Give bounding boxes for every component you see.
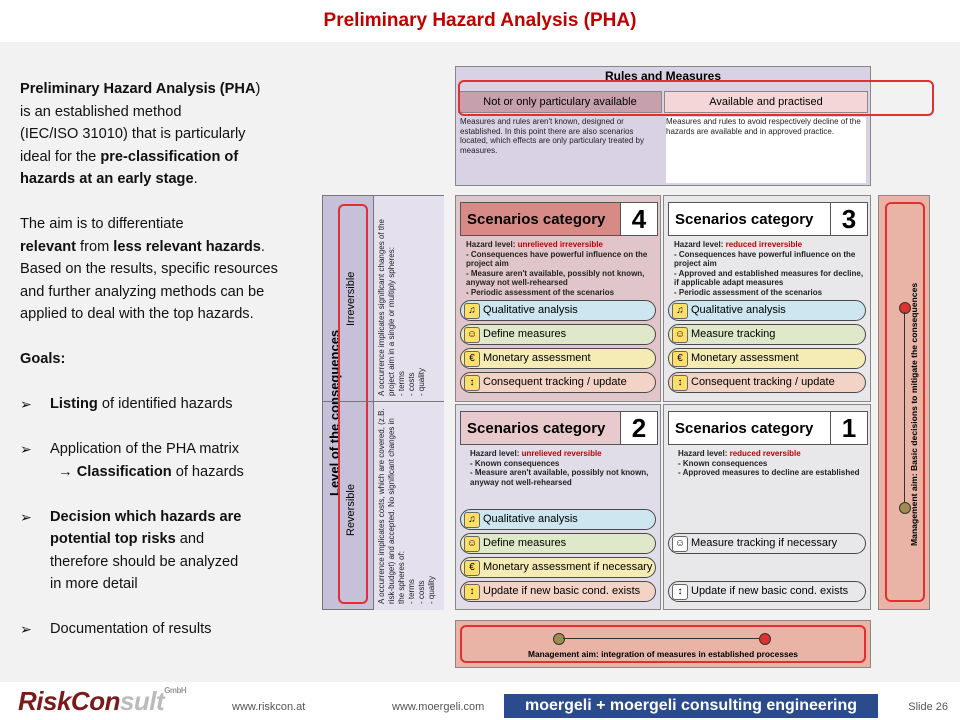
pill-tracking: ↕ Consequent tracking / update	[460, 372, 656, 393]
quadrant-category-4: Scenarios category 4 Hazard level: unrelieved irreversible - Consequences have powerful influence on the project aim - Measure aren't available, possibly not known, anyway not well-rehearsed - Periodic assessment of the scenarios ♫ Qualitative analysis ☺ Define measures € Monetary assessment ↕ Consequent tracking / update	[455, 195, 661, 402]
goal-item: ➢ Application of the PHA matrix	[20, 441, 239, 457]
euro-icon: €	[672, 351, 688, 367]
updown-arrow-icon: ↕	[464, 584, 480, 600]
pill-monetary-assessment: € Monetary assessment if necessary	[460, 557, 656, 578]
marker-olive-dot	[553, 633, 565, 645]
updown-arrow-icon: ↕	[672, 584, 688, 600]
highlight-frame	[338, 204, 368, 604]
euro-icon: €	[464, 351, 480, 367]
scenario-header: Scenarios category 4	[460, 202, 658, 236]
updown-arrow-icon: ↕	[672, 375, 688, 391]
smile-icon: ☺	[464, 536, 480, 552]
highlight-frame	[458, 80, 934, 116]
goal-item: ➢ Decision which hazards are	[20, 508, 242, 525]
pill-monetary-assessment: € Monetary assessment	[460, 348, 656, 369]
link-moergeli[interactable]: www.moergeli.com	[392, 701, 485, 713]
rules-and-measures-header: Rules and Measures Not or only particulary available Available and practised Measures and rules aren't known, designed or established. In this point there are also scenarios located, which effects are only particulary treated by measures. Measures and rules to avoid respectively decline of the hazards are available and in approved practice.	[455, 66, 871, 186]
marker-red-dot	[759, 633, 771, 645]
pill-measure-tracking: ☺ Measure tracking	[668, 324, 866, 345]
pill-define-measures: ☺ Define measures	[460, 533, 656, 554]
pill-qualitative-analysis: ♫ Qualitative analysis	[668, 300, 866, 321]
goal-item: ➢ Documentation of results	[20, 621, 212, 637]
quadrant-category-2: Scenarios category 2 Hazard level: unrelieved reversible - Known consequences - Measure aren't available, possibly not known, anyway not well-rehearsed ♫ Qualitative analysis ☺ Define measures € Monetary assessment if necessary ↕ Update if new basic cond. exists	[455, 404, 661, 610]
pill-monetary-assessment: € Monetary assessment	[668, 348, 866, 369]
pill-qualitative-analysis: ♫ Qualitative analysis	[460, 300, 656, 321]
highlight-frame	[885, 202, 925, 602]
pill-update: ↕ Update if new basic cond. exists	[668, 581, 866, 602]
goal-item: ➢ Listing of identified hazards	[20, 396, 233, 412]
management-aim-bottom: Management aim: integration of measures in established processes	[455, 620, 871, 668]
consequence-axis: Level of the consequences Irreversible Reversible A occurrence implicates significant changes of the project aim in a single or multiply spheres: - terms - costs - quality A occurrence implicates costs, which are covered, (z.B. risk-budget) and accepted. No significant changes in the spheres of: - terms - costs - quality	[322, 195, 444, 610]
pill-update: ↕ Update if new basic cond. exists	[460, 581, 656, 602]
management-aim-right: Management aim: Basic decisions to mitigate the consequences	[878, 195, 930, 610]
scenario-header: Scenarios category 1	[668, 411, 868, 445]
goals-heading: Goals:	[20, 351, 66, 367]
slide-title: Preliminary Hazard Analysis (PHA)	[0, 0, 960, 42]
smile-icon: ☺	[672, 327, 688, 343]
smile-icon: ☺	[464, 327, 480, 343]
pha-matrix	[320, 60, 940, 670]
euro-icon: €	[464, 560, 480, 576]
updown-arrow-icon: ↕	[464, 375, 480, 391]
intro-text: Preliminary Hazard Analysis (PHA) is an established method (IEC/ISO 31010) that is particularly ideal for the pre-classification of hazards at an early stage. The aim is to differentiate relevant from less relevant hazards. Based on the results, specific resources and further analyzing methods can be applied to deal with the top hazards. Goals: ➢ Listing of identified hazards ➢ Application of the PHA matrix → Classification of hazards ➢ Decision which hazards are potential top risks and therefore should be analyzed in more detail ➢ Documentation of results	[20, 78, 320, 641]
link-riskcon[interactable]: www.riskcon.at	[232, 701, 306, 713]
music-icon: ♫	[464, 512, 480, 528]
smile-icon: ☺	[672, 536, 688, 552]
pill-tracking: ↕ Consequent tracking / update	[668, 372, 866, 393]
moergeli-banner: moergeli + moergeli consulting engineering	[504, 694, 878, 718]
music-icon: ♫	[464, 303, 480, 319]
quadrant-category-1: Scenarios category 1 Hazard level: reduced reversible - Known consequences - Approved measures to decline are established ☺ Measure tracking if necessary ↕ Update if new basic cond. exists	[663, 404, 871, 610]
column-not-available: Not or only particulary available	[458, 91, 662, 113]
column-available: Available and practised	[664, 91, 868, 113]
pill-define-measures: ☺ Define measures	[460, 324, 656, 345]
scenario-header: Scenarios category 3	[668, 202, 868, 236]
riskconsult-logo: RiskConsult$^{GmbH}$	[18, 686, 187, 716]
quadrant-category-3: Scenarios category 3 Hazard level: reduced irreversible - Consequences have powerful influence on the project aim - Approved and established measures for decline, if applicable adapt measures - Periodic assessment of the scenarios ♫ Qualitative analysis ☺ Measure tracking € Monetary assessment ↕ Consequent tracking / update	[663, 195, 871, 402]
music-icon: ♫	[672, 303, 688, 319]
pill-measure-tracking: ☺ Measure tracking if necessary	[668, 533, 866, 554]
pill-qualitative-analysis: ♫ Qualitative analysis	[460, 509, 656, 530]
axis-label: Level of the consequences	[327, 329, 342, 496]
scenario-header: Scenarios category 2	[460, 411, 658, 445]
slide-number: Slide 26	[908, 701, 948, 713]
